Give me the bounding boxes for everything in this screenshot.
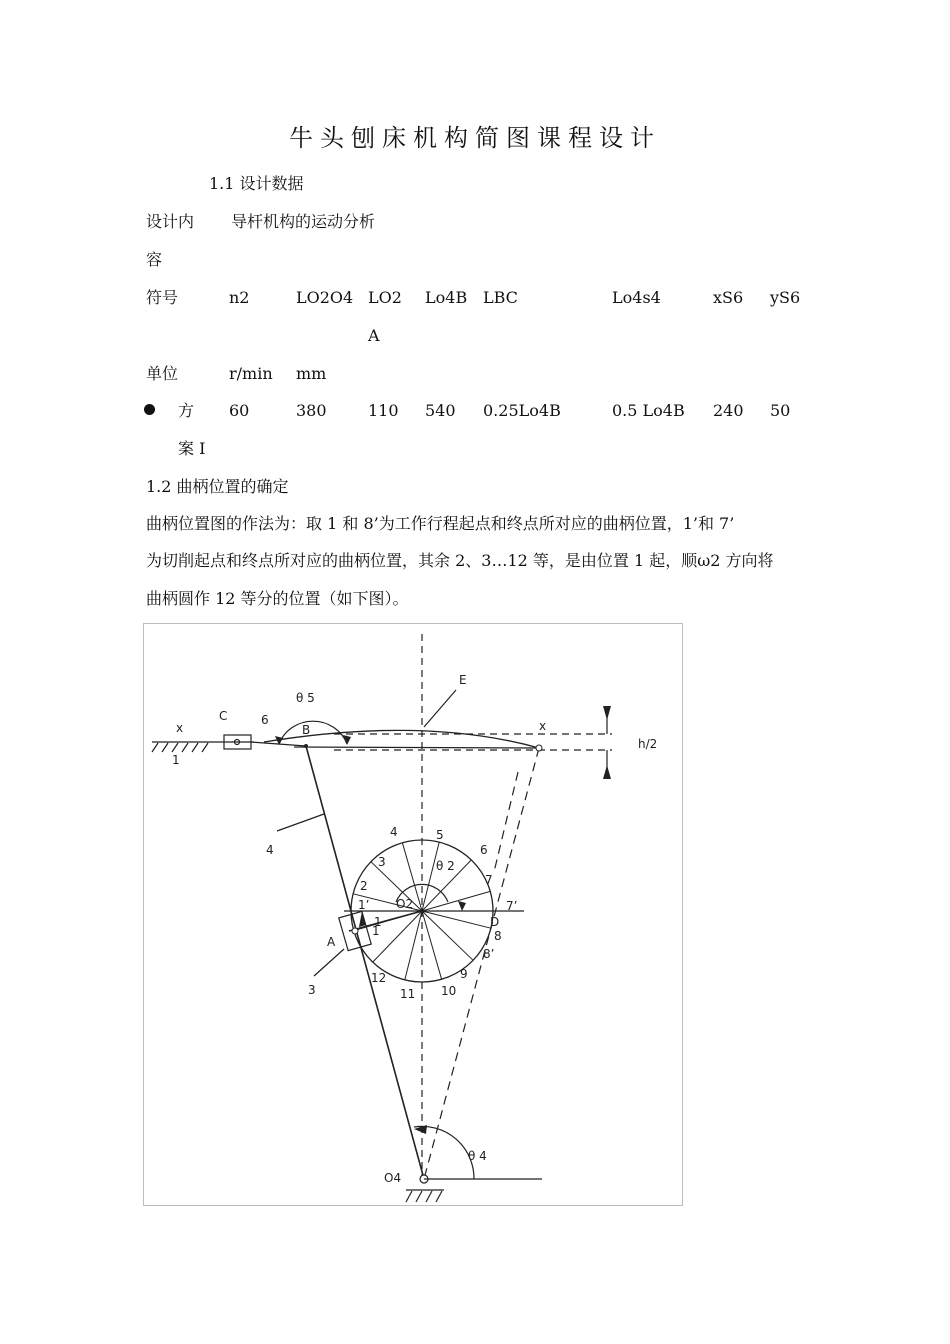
theta4-arc [414, 1126, 474, 1179]
label-d: D [490, 915, 500, 929]
dashed-guide [424, 748, 539, 1179]
scheme-cell: 0.5 Lo4B [612, 401, 685, 420]
scheme-label-cont: 案 I [178, 439, 206, 458]
symbol-cell: LO2 [368, 288, 402, 307]
scheme-cell: 380 [296, 401, 327, 420]
label-theta2: θ 2 [436, 859, 455, 873]
paragraph-line: 曲柄位置图的作法为：取 1 和 8’为工作行程起点和终点所对应的曲柄位置，1’和 7’ [146, 514, 735, 533]
paragraph-line: 曲柄圆作 12 等分的位置（如下图）。 [146, 589, 409, 608]
paragraph-line: 为切削起点和终点所对应的曲柄位置，其余 2、3…12 等，是由位置 1 起，顺ω2 方向将 [146, 551, 774, 570]
crank-spoke [422, 911, 473, 960]
unit-label: 单位 [146, 364, 179, 383]
unit-cell: mm [296, 364, 327, 383]
crank-spoke [422, 842, 439, 911]
label-6: 6 [261, 713, 269, 727]
bullet-icon [144, 404, 155, 415]
symbol-cell: LO2O4 [296, 288, 354, 307]
label-1-small: 1 [372, 924, 380, 938]
label-x-left: x [176, 721, 184, 735]
crank-position-label: 9 [460, 967, 468, 981]
symbol-cell: yS6 [770, 288, 801, 307]
label-x-right: x [539, 719, 547, 733]
scheme-cell: 240 [713, 401, 744, 420]
crank-spoke [405, 911, 422, 980]
crank-position-label: 8 [494, 929, 502, 943]
label-b: B [302, 723, 311, 737]
scheme-cell: 540 [425, 401, 456, 420]
label-theta5: θ 5 [296, 691, 315, 705]
label-c: C [219, 709, 228, 723]
label-8-prime: 8’ [483, 947, 495, 961]
symbol-cell: Lo4B [425, 288, 468, 307]
scheme-cell: 60 [229, 401, 250, 420]
crank-spoke [422, 891, 490, 911]
label-7-prime: 7’ [506, 899, 518, 913]
crank-spoke [422, 911, 442, 979]
scheme-label: 方 [178, 401, 195, 420]
symbol-label: 符号 [146, 288, 179, 307]
crank-position-label: 12 [371, 971, 387, 985]
crank-position-label: 1 [374, 915, 382, 929]
unit-cell: r/min [229, 364, 273, 383]
section-heading-1-1: 1.1 设计数据 [209, 174, 304, 193]
label-o4: O4 [384, 1171, 402, 1185]
crank-spoke [422, 911, 491, 928]
label-a: A [327, 935, 336, 949]
label-theta4: θ 4 [468, 1149, 487, 1163]
crank-position-label: 5 [436, 828, 444, 842]
symbol-cell: LBC [483, 288, 518, 307]
crank-position-label: 3 [378, 855, 386, 869]
crank-position-label: 4 [390, 825, 398, 839]
guide-bar-o4b [306, 746, 424, 1179]
crank-position-label: 7 [485, 873, 493, 887]
symbol-cell: Lo4s4 [612, 288, 661, 307]
content-label-cont: 容 [146, 250, 163, 269]
crank-position-label: 2 [360, 879, 368, 893]
mechanism-svg [144, 624, 684, 1207]
label-h2: h/2 [638, 737, 658, 751]
label-1: 1 [172, 753, 180, 767]
section-heading-1-2: 1.2 曲柄位置的确定 [146, 477, 289, 496]
crank-position-label: 6 [480, 843, 488, 857]
symbol-cell: n2 [229, 288, 250, 307]
symbol-cell: xS6 [713, 288, 744, 307]
label-4: 4 [266, 843, 274, 857]
crank-position-label: 10 [441, 984, 457, 998]
mechanism-diagram [143, 623, 683, 1206]
label-e: E [459, 673, 467, 687]
scheme-cell: 110 [368, 401, 399, 420]
scheme-cell: 0.25Lo4B [483, 401, 561, 420]
page-title: 牛头刨床机构简图课程设计 [289, 124, 661, 152]
label-1-prime: 1’ [358, 898, 370, 912]
label-o2: O2 [396, 897, 414, 911]
label-3: 3 [308, 983, 316, 997]
content-value: 导杆机构的运动分析 [231, 212, 376, 231]
scheme-cell: 50 [770, 401, 791, 420]
symbol-cell-cont: A [368, 326, 380, 345]
content-label: 设计内 [146, 212, 195, 231]
crank-position-label: 11 [400, 987, 416, 1001]
